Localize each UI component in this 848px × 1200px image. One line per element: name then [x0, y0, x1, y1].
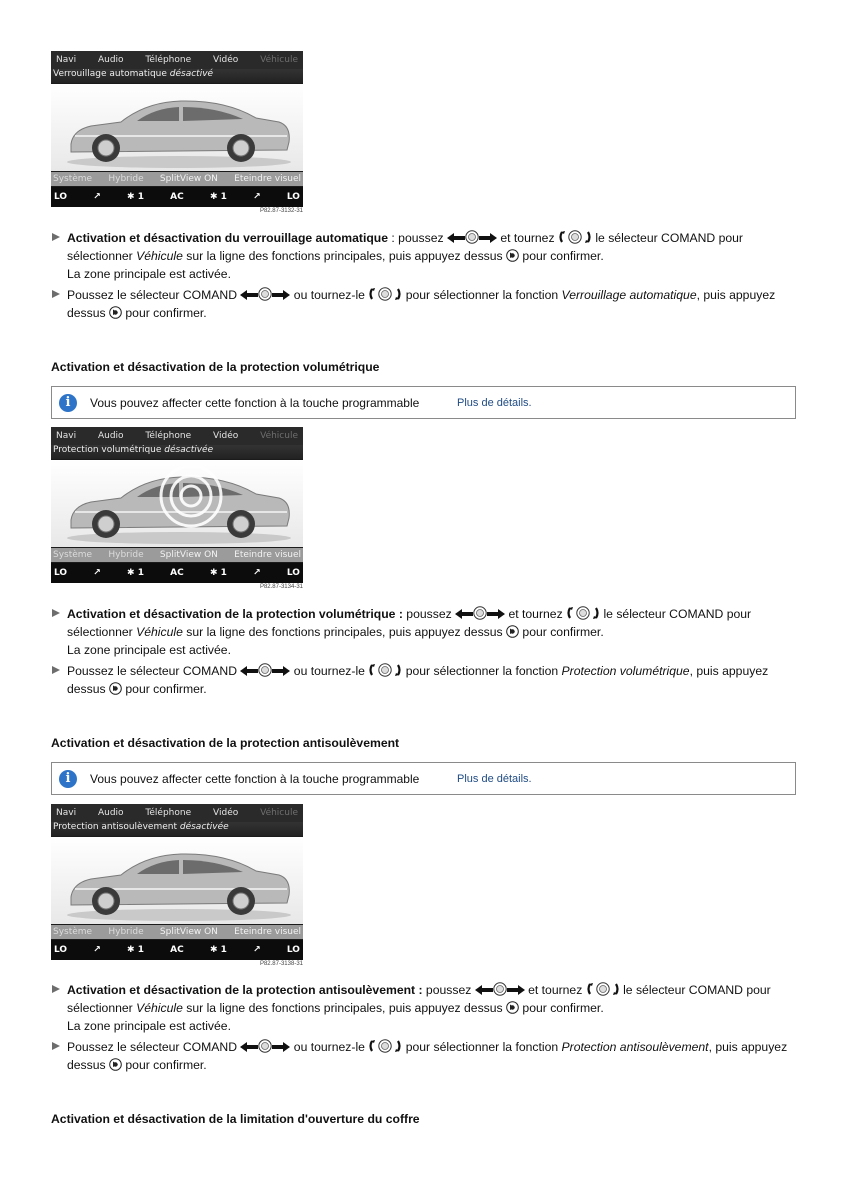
- tab-vehicule[interactable]: Véhicule: [260, 431, 298, 441]
- climate-bar: [51, 563, 303, 583]
- step-1-1: Activation et désactivation du verrouillage automatique : poussez et tournez le sélecteur COMAND pour sélectionner Véhicule sur la ligne des fonctions principales, puis appuyez dessus pour confirmer. La zone principale est activée.: [52, 229, 797, 283]
- sys-item-hybride[interactable]: Hybride: [108, 174, 144, 184]
- step-3-1: Activation et désactivation de la protection antisoulèvement : poussez et tournez le sélecteur COMAND pour sélectionner Véhicule sur la ligne des fonctions principales, puis appuyez dessus pour confirmer. La zone principale est activée.: [52, 981, 797, 1035]
- controller-icon: [493, 982, 507, 996]
- details-link[interactable]: Plus de détails: [457, 397, 529, 409]
- tab-audio[interactable]: Audio: [97, 55, 124, 65]
- screen-title: Verrouillage automatique désactivé: [51, 69, 303, 83]
- system-bar: [51, 172, 303, 186]
- step-2-1: Activation et désactivation de la protection volumétrique : poussez et tournez le sélecteur COMAND pour sélectionner Véhicule sur la ligne des fonctions principales, puis appuyez dessus pour confirmer. La zone principale est activée.: [52, 605, 797, 659]
- info-icon: i: [59, 394, 77, 412]
- sys-item-eteindre[interactable]: Eteindre visuel: [234, 174, 301, 184]
- airflow-right-icon: ↗: [253, 568, 261, 578]
- climate-ac: AC: [170, 568, 184, 578]
- arrow-right-icon: [487, 609, 505, 619]
- main-function-bar: [51, 427, 303, 445]
- screen-title: Protection antisoulèvement désactivée: [51, 822, 303, 836]
- arrow-right-icon: [507, 985, 525, 995]
- airflow-left-icon: ↗: [93, 192, 101, 202]
- controller-icon: [258, 287, 272, 301]
- tab-video[interactable]: Vidéo: [213, 431, 239, 441]
- press-controller-icon: [506, 625, 519, 638]
- info-link-wrapper: Plus de détails.: [457, 773, 532, 785]
- figure-code: P82.87-3132-31: [259, 208, 303, 214]
- arrow-left-icon: [240, 1042, 258, 1052]
- info-icon: i: [59, 770, 77, 788]
- press-controller-icon: [506, 1001, 519, 1014]
- fan-left-icon: ✱ 1: [127, 568, 144, 578]
- tab-vehicule[interactable]: Véhicule: [260, 55, 298, 65]
- sys-item-hybride[interactable]: Hybride: [108, 927, 144, 937]
- bullet-triangle-icon: [52, 609, 60, 617]
- section-heading-antitilt: Activation et désactivation de la protection antisoulèvement: [51, 736, 400, 750]
- step-1-2: Poussez le sélecteur COMAND ou tournez-le pour sélectionner la fonction Verrouillage automatique, puis appuyez dessus pour confirmer.: [52, 286, 797, 322]
- controller-icon: [258, 663, 272, 677]
- climate-temp-right: LO: [286, 945, 300, 955]
- comand-screen-2: [51, 427, 303, 583]
- tab-navi[interactable]: Navi: [56, 55, 77, 65]
- turn-controller-icon: [368, 287, 402, 301]
- press-controller-icon: [109, 682, 122, 695]
- press-controller-icon: [109, 306, 122, 319]
- comand-screen-3: [51, 804, 303, 960]
- tab-audio[interactable]: Audio: [97, 431, 124, 441]
- system-bar: [51, 548, 303, 562]
- tab-telephone[interactable]: Téléphone: [145, 808, 192, 818]
- tab-telephone[interactable]: Téléphone: [145, 55, 192, 65]
- climate-ac: AC: [170, 945, 184, 955]
- sys-item-eteindre[interactable]: Eteindre visuel: [234, 550, 301, 560]
- info-box: [51, 762, 796, 795]
- climate-bar: [51, 187, 303, 207]
- arrow-right-icon: [272, 1042, 290, 1052]
- turn-controller-icon: [558, 230, 592, 244]
- fan-left-icon: ✱ 1: [127, 192, 144, 202]
- arrow-left-icon: [447, 233, 465, 243]
- press-controller-icon: [506, 249, 519, 262]
- section-heading-trunk: Activation et désactivation de la limitation d'ouverture du coffre: [51, 1112, 420, 1126]
- main-function-bar: [51, 51, 303, 69]
- climate-temp-left: LO: [54, 568, 68, 578]
- info-box: [51, 386, 796, 419]
- sys-item-splitview[interactable]: SplitView ON: [159, 927, 218, 937]
- climate-temp-right: LO: [286, 192, 300, 202]
- arrow-left-icon: [455, 609, 473, 619]
- bullet-triangle-icon: [52, 290, 60, 298]
- climate-ac: AC: [170, 192, 184, 202]
- controller-icon: [473, 606, 487, 620]
- bullet-triangle-icon: [52, 1042, 60, 1050]
- sys-item-splitview[interactable]: SplitView ON: [159, 174, 218, 184]
- turn-controller-icon: [586, 982, 620, 996]
- fan-right-icon: ✱ 1: [209, 945, 227, 955]
- controller-icon: [258, 1039, 272, 1053]
- step-2-2: Poussez le sélecteur COMAND ou tournez-le pour sélectionner la fonction Protection volumétrique, puis appuyez dessus pour confirmer.: [52, 662, 797, 698]
- vehicle-image: [51, 84, 303, 171]
- tab-video[interactable]: Vidéo: [213, 808, 239, 818]
- arrow-left-icon: [240, 290, 258, 300]
- section-heading-volumetric: Activation et désactivation de la protection volumétrique: [51, 360, 380, 374]
- turn-controller-icon: [566, 606, 600, 620]
- vehicle-image: [51, 837, 303, 924]
- figure-code: P82.87-3134-31: [259, 584, 303, 590]
- sys-item-systeme[interactable]: Système: [53, 550, 93, 560]
- fan-left-icon: ✱ 1: [127, 945, 144, 955]
- tab-video[interactable]: Vidéo: [213, 55, 239, 65]
- comand-screen-1: [51, 51, 303, 207]
- figure-code: P82.87-3138-31: [259, 961, 303, 967]
- climate-temp-right: LO: [286, 568, 300, 578]
- airflow-left-icon: ↗: [93, 945, 101, 955]
- arrow-right-icon: [272, 290, 290, 300]
- sys-item-hybride[interactable]: Hybride: [108, 550, 144, 560]
- info-text: Vous pouvez affecter cette fonction à la touche programmable: [90, 772, 420, 786]
- climate-temp-left: LO: [54, 192, 68, 202]
- climate-temp-left: LO: [54, 945, 68, 955]
- arrow-right-icon: [272, 666, 290, 676]
- sys-item-eteindre[interactable]: Eteindre visuel: [234, 927, 301, 937]
- tab-navi[interactable]: Navi: [56, 808, 77, 818]
- turn-controller-icon: [368, 663, 402, 677]
- controller-icon: [465, 230, 479, 244]
- info-link-wrapper: Plus de détails.: [457, 397, 532, 409]
- step-3-2: Poussez le sélecteur COMAND ou tournez-le pour sélectionner la fonction Protection antisoulèvement, puis appuyez dessus pour confirmer.: [52, 1038, 797, 1074]
- sys-item-systeme[interactable]: Système: [53, 927, 93, 937]
- bullet-triangle-icon: [52, 985, 60, 993]
- arrow-right-icon: [479, 233, 497, 243]
- main-function-bar: [51, 804, 303, 822]
- fan-right-icon: ✱ 1: [209, 568, 227, 578]
- system-bar: [51, 925, 303, 939]
- screen-title: Protection volumétrique désactivée: [51, 445, 303, 459]
- arrow-left-icon: [240, 666, 258, 676]
- fan-right-icon: ✱ 1: [209, 192, 227, 202]
- tab-vehicule[interactable]: Véhicule: [260, 808, 298, 818]
- sys-item-systeme[interactable]: Système: [53, 174, 93, 184]
- turn-controller-icon: [368, 1039, 402, 1053]
- airflow-right-icon: ↗: [253, 945, 261, 955]
- arrow-left-icon: [475, 985, 493, 995]
- bullet-triangle-icon: [52, 233, 60, 241]
- press-controller-icon: [109, 1058, 122, 1071]
- vehicle-image: [51, 460, 303, 547]
- bullet-triangle-icon: [52, 666, 60, 674]
- tab-navi[interactable]: Navi: [56, 431, 77, 441]
- info-text: Vous pouvez affecter cette fonction à la touche programmable: [90, 396, 420, 410]
- airflow-right-icon: ↗: [253, 192, 261, 202]
- sys-item-splitview[interactable]: SplitView ON: [159, 550, 218, 560]
- tab-audio[interactable]: Audio: [97, 808, 124, 818]
- climate-bar: [51, 940, 303, 960]
- tab-telephone[interactable]: Téléphone: [145, 431, 192, 441]
- airflow-left-icon: ↗: [93, 568, 101, 578]
- details-link[interactable]: Plus de détails: [457, 773, 529, 785]
